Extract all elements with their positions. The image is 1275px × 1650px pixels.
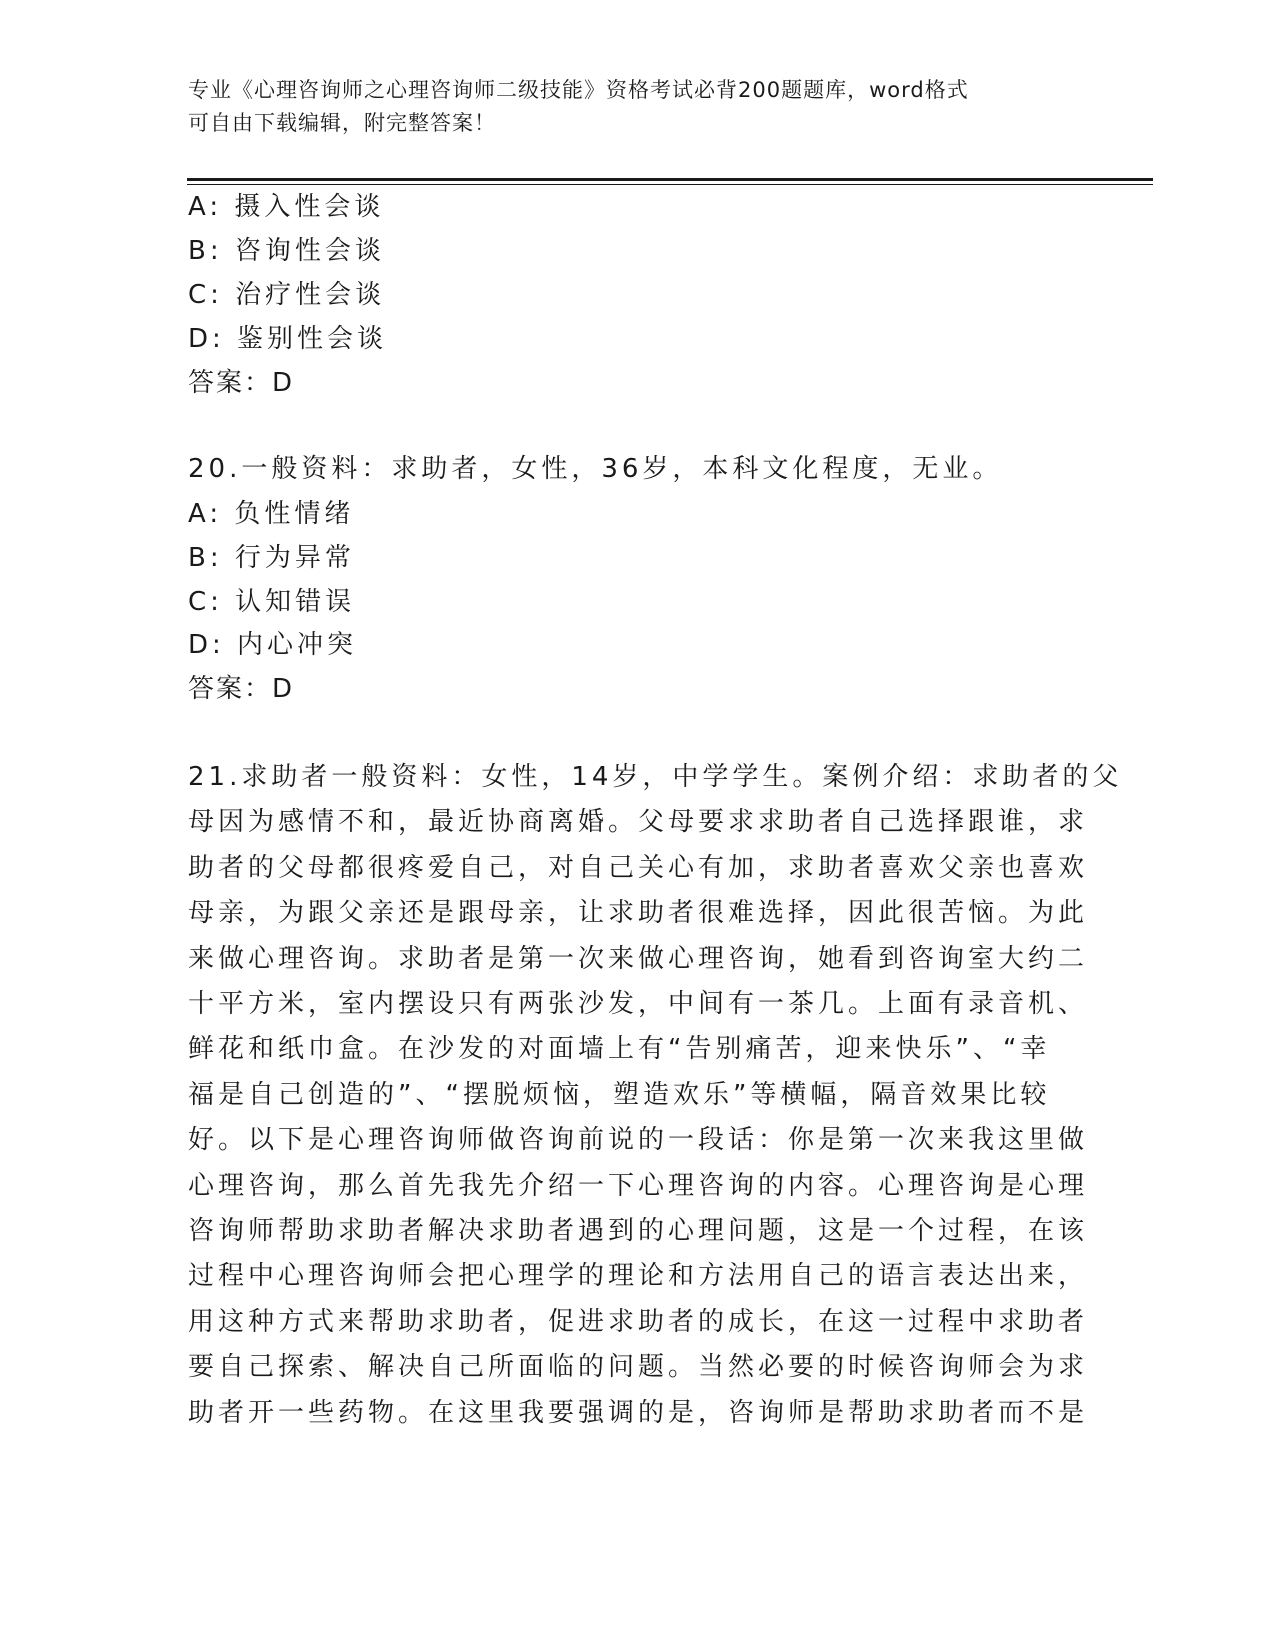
header-divider-thin	[187, 184, 1153, 185]
q21-line: 心理咨询，那么首先我先介绍一下心理咨询的内容。心理咨询是心理	[188, 1170, 1089, 1201]
q21-line: 母因为感情不和，最近协商离婚。父母要求求助者自己选择跟谁，求	[188, 807, 1089, 838]
q21-line: 好。以下是心理咨询师做咨询前说的一段话：你是第一次来我这里做	[188, 1125, 1089, 1156]
q21-line: 要自己探索、解决自己所面临的问题。当然必要的时候咨询师会为求	[188, 1352, 1089, 1383]
q19-option-c: C: 治疗性会谈	[188, 280, 386, 310]
q20-option-c: C: 认知错误	[188, 587, 356, 617]
q21-line: 21.求助者一般资料：女性，14岁，中学学生。案例介绍：求助者的父	[188, 762, 1123, 792]
q19-option-b: B: 咨询性会谈	[188, 236, 385, 266]
q19-option-d: D: 鉴别性会谈	[188, 324, 388, 354]
q19-option-a: A: 摄入性会谈	[188, 192, 385, 222]
document-header	[188, 74, 1068, 140]
header-line-2: 可自由下载编辑，附完整答案！	[188, 111, 496, 135]
q21-line: 母亲，为跟父亲还是跟母亲，让求助者很难选择，因此很苦恼。为此	[188, 898, 1089, 929]
q20-stem: 20.一般资料：求助者，女性，36岁，本科文化程度，无业。	[188, 454, 1003, 484]
q20-option-d: D: 内心冲突	[188, 630, 358, 660]
header-line-1: 专业《心理咨询师之心理咨询师二级技能》资格考试必背200题题库，word格式	[188, 78, 969, 102]
header-divider-thick	[187, 178, 1153, 181]
q21-line: 鲜花和纸巾盒。在沙发的对面墙上有“告别痛苦，迎来快乐”、“幸	[188, 1034, 1051, 1065]
q20-answer: 答案：D	[188, 674, 295, 704]
q19-answer: 答案：D	[188, 368, 295, 398]
q21-line: 助者的父母都很疼爱自己，对自己关心有加，求助者喜欢父亲也喜欢	[188, 852, 1089, 883]
q20-option-a: A: 负性情绪	[188, 499, 355, 529]
q21-line: 用这种方式来帮助求助者，促进求助者的成长，在这一过程中求助者	[188, 1306, 1089, 1337]
q21-line: 十平方米，室内摆设只有两张沙发，中间有一茶几。上面有录音机、	[188, 989, 1089, 1020]
q21-line: 过程中心理咨询师会把心理学的理论和方法用自己的语言表达出来，	[188, 1261, 1089, 1292]
q20-option-b: B: 行为异常	[188, 543, 355, 573]
q21-line: 来做心理咨询。求助者是第一次来做心理咨询，她看到咨询室大约二	[188, 943, 1089, 974]
q21-paragraph	[188, 755, 1123, 1436]
q21-line: 咨询师帮助求助者解决求助者遇到的心理问题，这是一个过程，在该	[188, 1216, 1089, 1247]
q21-line: 福是自己创造的”、“摆脱烦恼，塑造欢乐”等横幅，隔音效果比较	[188, 1079, 1051, 1110]
q21-line: 助者开一些药物。在这里我要强调的是，咨询师是帮助求助者而不是	[188, 1397, 1089, 1428]
